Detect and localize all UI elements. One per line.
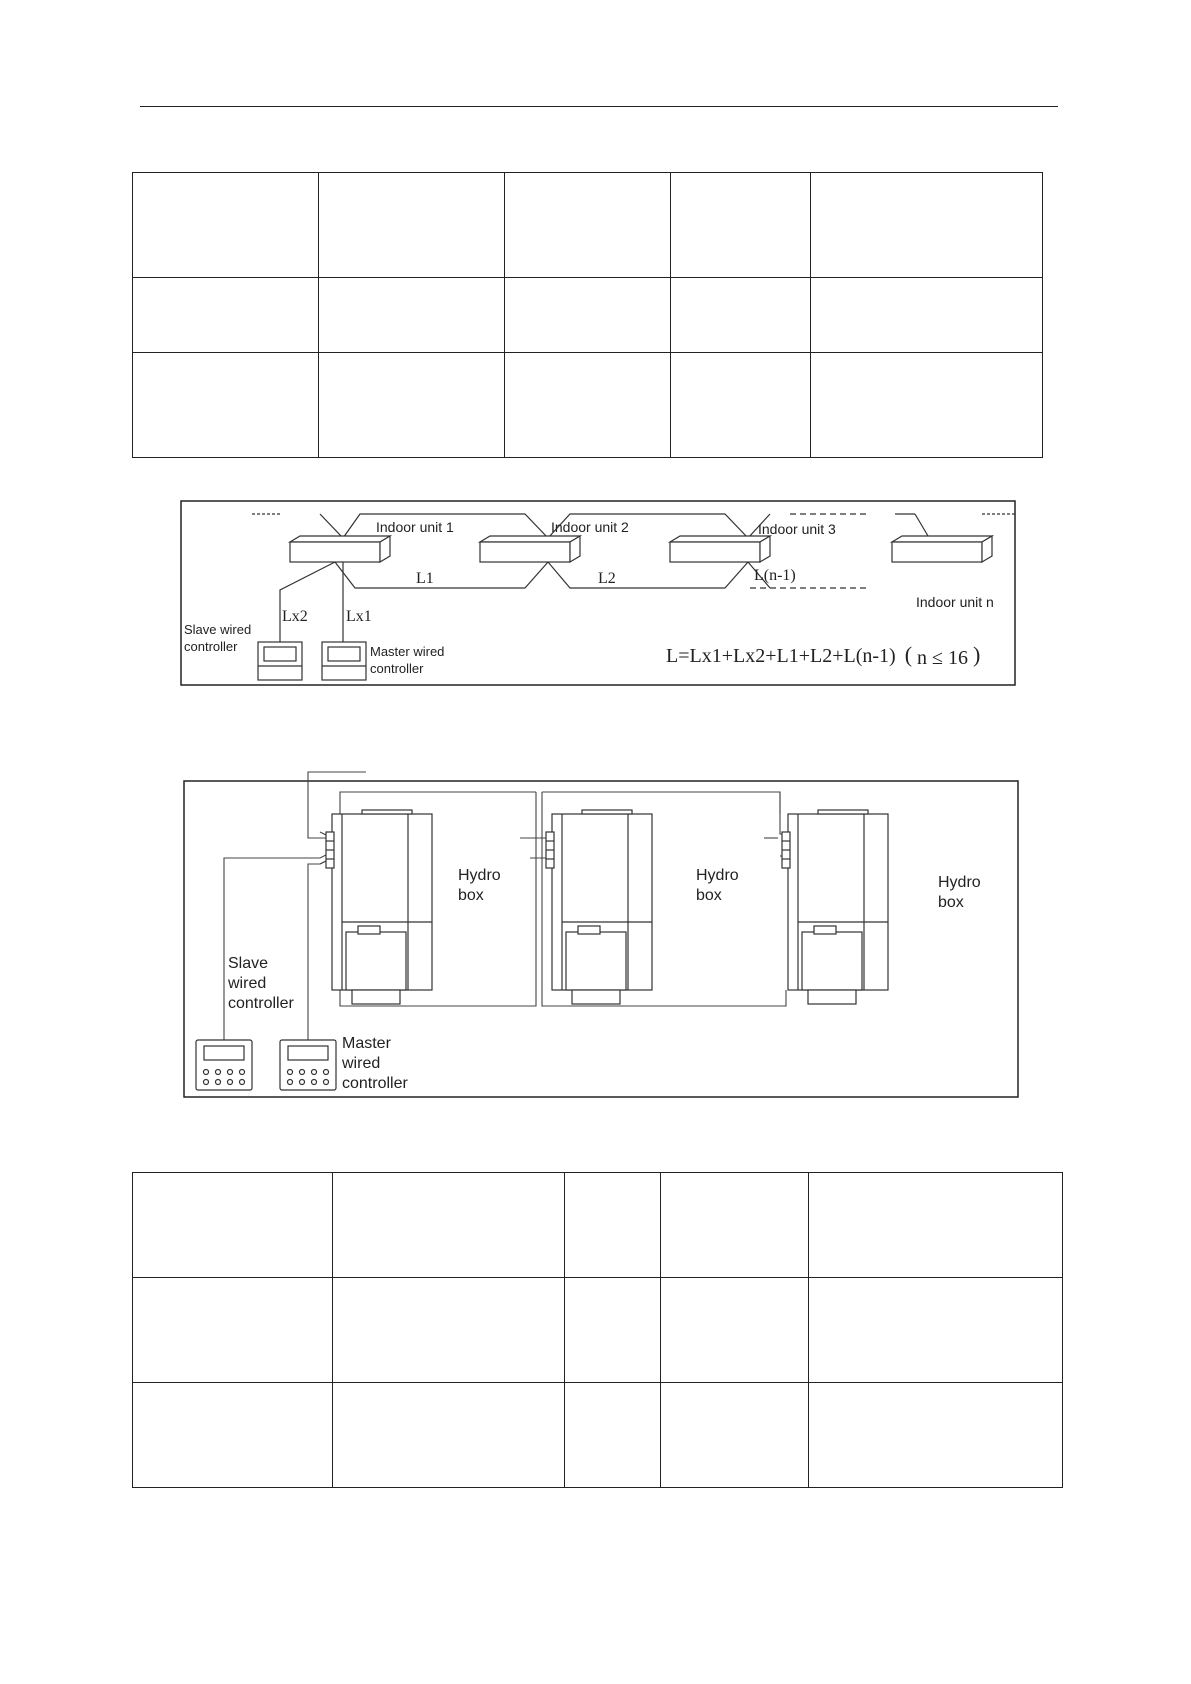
table-cell <box>319 353 505 458</box>
table-cell <box>661 1278 809 1383</box>
table-row <box>133 1278 1063 1383</box>
table-row <box>133 278 1043 353</box>
segment-ln1-label: L(n-1) <box>754 567 796 584</box>
slave-controller-icon <box>196 1040 252 1090</box>
segment-lx2-label: Lx2 <box>282 608 308 625</box>
hydro-box-2-label-1: Hydro <box>696 867 739 884</box>
table-cell <box>505 278 671 353</box>
table-cell <box>661 1383 809 1488</box>
table-cell <box>565 1173 661 1278</box>
segment-l2-label: L2 <box>598 570 616 587</box>
table-cell <box>671 278 811 353</box>
slave-label-3: controller <box>228 995 294 1012</box>
master-controller-icon <box>322 642 366 680</box>
master-wired-controller-label-1: Master wired <box>370 644 445 659</box>
table-row <box>133 1173 1063 1278</box>
header-rule <box>140 106 1058 107</box>
indoor-unit-wiring-diagram <box>180 500 1016 690</box>
table-row <box>133 173 1043 278</box>
hydro-box-3-label-1: Hydro <box>938 874 981 891</box>
formula-16: 16 <box>948 647 968 669</box>
table-cell <box>809 1278 1063 1383</box>
table-cell <box>811 353 1043 458</box>
table-cell <box>565 1383 661 1488</box>
hydro-box-icon <box>326 810 432 1004</box>
table-cell <box>333 1383 565 1488</box>
indoor-unit-3-label: Indoor unit 3 <box>758 521 836 537</box>
table-cell <box>133 1173 333 1278</box>
hydro-box-icon <box>546 810 652 1004</box>
master-controller-icon <box>280 1040 336 1090</box>
hydro-box-1-label-1: Hydro <box>458 867 501 884</box>
table-cell <box>319 278 505 353</box>
table-cell <box>505 353 671 458</box>
indoor-unit-n-label: Indoor unit n <box>916 594 994 610</box>
table-cell <box>133 278 319 353</box>
indoor-unit-1-label: Indoor unit 1 <box>376 519 454 535</box>
top-table <box>132 172 1043 458</box>
slave-wired-controller-label-2: controller <box>184 639 238 654</box>
hydro-box-2-label-2: box <box>696 887 722 904</box>
table-cell <box>671 173 811 278</box>
segment-lx1-label: Lx1 <box>346 608 372 625</box>
table-cell <box>809 1383 1063 1488</box>
segment-l1-label: L1 <box>416 570 434 587</box>
table-cell <box>133 173 319 278</box>
slave-label-1: Slave <box>228 955 269 972</box>
table-cell <box>671 353 811 458</box>
table-cell <box>133 1278 333 1383</box>
master-label-2: wired <box>342 1055 381 1072</box>
master-label-1: Master <box>342 1035 391 1052</box>
table-cell <box>319 173 505 278</box>
table-cell <box>811 278 1043 353</box>
slave-wired-controller-label-1: Slave wired <box>184 622 252 637</box>
formula-main: L=Lx1+Lx2+L1+L2+L(n-1) <box>666 645 896 667</box>
table-cell <box>811 173 1043 278</box>
formula-close-paren: ) <box>973 642 981 667</box>
slave-controller-icon <box>258 642 302 680</box>
slave-label-2: wired <box>228 975 267 992</box>
formula-open-paren: ( <box>904 642 913 667</box>
table-cell <box>133 353 319 458</box>
table-row <box>133 1383 1063 1488</box>
table-cell <box>133 1383 333 1488</box>
table-row <box>133 353 1043 458</box>
table-cell <box>809 1173 1063 1278</box>
master-wired-controller-label-2: controller <box>370 661 424 676</box>
bottom-table <box>132 1172 1063 1488</box>
table-cell <box>333 1173 565 1278</box>
hydro-box-icon <box>782 810 888 1004</box>
master-label-3: controller <box>342 1075 408 1092</box>
indoor-unit-2-label: Indoor unit 2 <box>551 519 629 535</box>
table-cell <box>661 1173 809 1278</box>
hydro-box-3-label-2: box <box>938 894 964 911</box>
hydro-box-wiring-diagram <box>180 764 1020 1104</box>
table-cell <box>565 1278 661 1383</box>
table-cell <box>505 173 671 278</box>
length-formula <box>666 642 980 669</box>
formula-le: ≤ <box>932 647 943 669</box>
table-cell <box>333 1278 565 1383</box>
formula-n: n <box>917 647 928 669</box>
hydro-box-1-label-2: box <box>458 887 484 904</box>
